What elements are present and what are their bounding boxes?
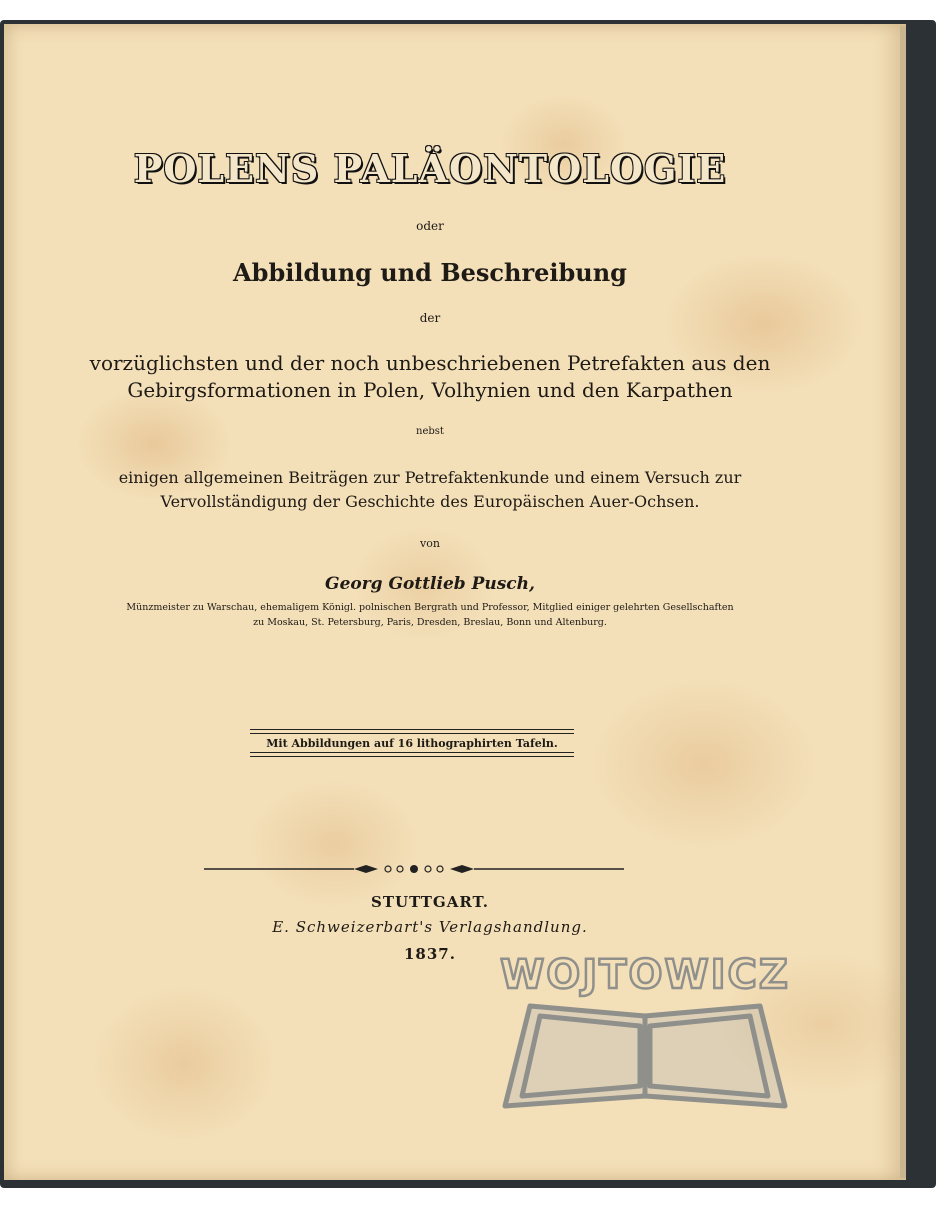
- illustrations-note-box: [250, 729, 574, 757]
- author-affiliation: [60, 600, 800, 630]
- library-stamp: [500, 946, 790, 1118]
- stamp-text: WOJTOWICZ: [500, 952, 790, 998]
- open-book-icon: [505, 1006, 785, 1106]
- book-subtitle: Abbildung und Beschreibung: [233, 258, 627, 287]
- supplement-line-1: einigen allgemeinen Beiträgen zur Petrefaktenkunde und einem Versuch zur: [118, 468, 742, 487]
- publisher: E. Schweizerbart's Verlagshandlung.: [272, 918, 588, 936]
- description-line-1: vorzüglichsten und der noch unbeschriebenen Petrefakten aus den: [89, 351, 771, 375]
- supplement: [60, 466, 800, 514]
- publication-city: STUTTGART.: [371, 893, 489, 911]
- connector-von: von: [420, 537, 440, 550]
- description-line-2: Gebirgsformationen in Polen, Volhynien und den Karpathen: [127, 378, 733, 402]
- publication-year: 1837.: [404, 945, 456, 963]
- connector-oder: oder: [416, 219, 444, 233]
- ornament-divider-icon: [204, 862, 624, 876]
- page-edge: [900, 26, 906, 1178]
- supplement-line-2: Vervollständigung der Geschichte des Europäischen Auer-Ochsen.: [160, 492, 700, 511]
- description: [60, 350, 800, 404]
- connector-der: der: [419, 311, 441, 325]
- book-title: POLENS PALÄONTOLOGIE: [133, 146, 727, 191]
- connector-nebst: nebst: [416, 426, 444, 437]
- illustrations-note: Mit Abbildungen auf 16 lithographirten Tafeln.: [266, 737, 558, 750]
- author-name: Georg Gottlieb Pusch,: [325, 574, 535, 594]
- affiliation-line-1: Münzmeister zu Warschau, ehemaligem Königl. polnischen Bergrath und Professor, Mitglied einiger gelehrten Gesellschaften: [126, 602, 734, 613]
- affiliation-line-2: zu Moskau, St. Petersburg, Paris, Dresden, Breslau, Bonn und Altenburg.: [253, 617, 607, 628]
